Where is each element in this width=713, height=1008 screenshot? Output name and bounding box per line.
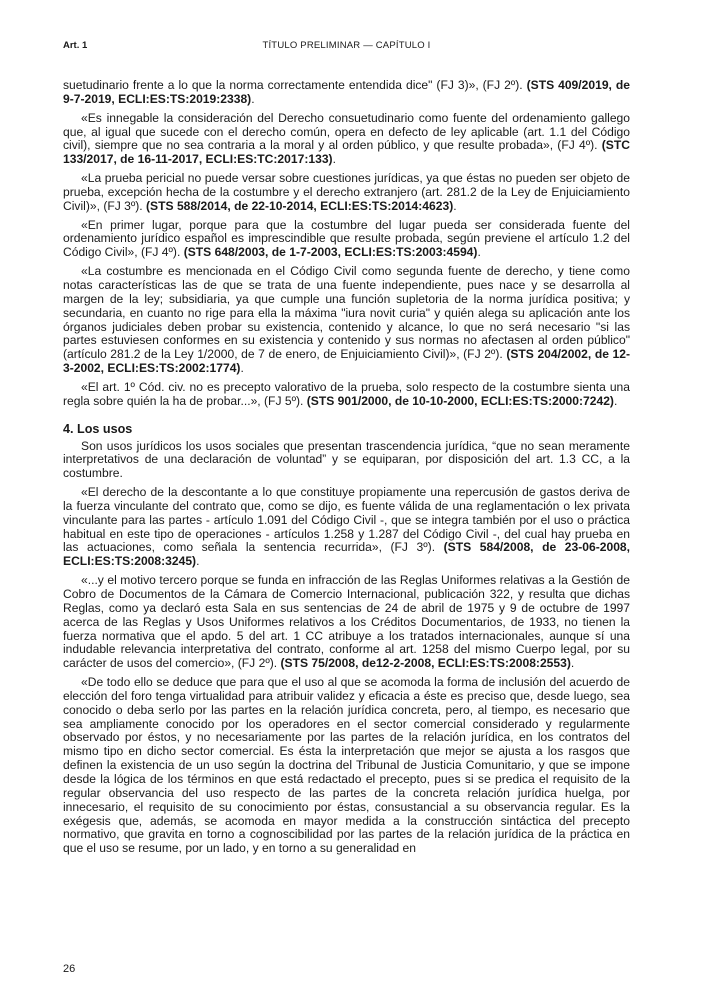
section-heading: 4. Los usos (63, 421, 133, 436)
citation: (STS 204/2002, de 12-3-2002, ECLI:ES:TS:2002:1774) (63, 347, 630, 376)
paragraph: «El art. 1º Cód. civ. no es precepto valorativo de la prueba, solo respecto de la costumbre sienta una regla sobre quién la ha de probar...», (FJ 5º). (STS 901/2000, de 10-10-2000, ECLI:ES:TS:2000:7242). (63, 379, 630, 408)
paragraph: «De todo ello se deduce que para que el uso al que se acomoda la forma de inclusión del acuerdo de elección del foro tenga virtualidad para atribuir validez y eficacia a éste es preciso que, desde luego, sea conocido o deba serlo por las partes en la relación jurídica concreta, pero, al tiempo, es necesario que sea ampliamente conocido por los operadores en el sector comercial considerado y regularmente observado por éstos, y no necesariamente por las partes de la relación jurídica, en los contratos del mismo tipo en dicho sector comercial. Es ésta la interpretación que mejor se ajusta a los rasgos que definen la existencia de un uso según la doctrina del Tribunal de Justicia Comunitario, y que se impone desde la lógica de los términos en que está redactado el precepto, pues si se predica el requisito de la regular observancia del uso respecto de las partes de la concreta relación jurídica huelga, por innecesario, el requisito de su conocimiento por éstas, consustancial a su observancia regular. Es la exégesis que, además, se acomoda en mayor medida a la construcción sintáctica del precepto normativo, que gravita en torno a cognoscibilidad por las partes de la relación jurídica de la práctica en que el uso se resume, por un lado, y en torno a su generalidad en (63, 675, 630, 856)
paragraph: «En primer lugar, porque para que la costumbre del lugar pueda ser considerada fuente del ordenamiento jurídico español es imprescindible que resulte probada, según previene el artículo 1.2 del Código Civil», (FJ 4º). (STS 648/2003, de 1-7-2003, ECLI:ES:TS:2003:4594). (63, 217, 630, 260)
paragraph: «La costumbre es mencionada en el Código Civil como segunda fuente de derecho, y tiene como notas características las de que se trata de una fuente independiente, pues nace y se desarrolla al margen de la ley; subsidiaria, ya que cumple una función supletoria de la norma jurídica positiva; y secundaria, en cuanto no rige para ella la máxima "iura novit curia" y quién alega su aplicación ante los órganos judiciales deben probar su existencia, contenido y alcance, lo que no será necesario "si las partes estuviesen conformes en su existencia y contenido y sus normas no afectasen al orden público" (artículo 281.2 de la Ley 1/2000, de 7 de enero, de Enjuiciamiento Civil)», (FJ 2º). (STS 204/2002, de 12-3-2002, ECLI:ES:TS:2002:1774). (63, 264, 630, 376)
citation: (STS 409/2019, de 9-7-2019, ECLI:ES:TS:2019:2338) (63, 78, 630, 106)
paragraph: suetudinario frente a lo que la norma correctamente entendida dice" (FJ 3)», (FJ 2º). (STS 409/2019, de 9-7-2019, ECLI:ES:TS:2019:2338). (63, 78, 630, 106)
paragraph: Son usos jurídicos los usos sociales que presentan trascendencia jurídica, “que no sean meramente interpretativos de una declaración de voluntad” y se equiparan, por disposición del art. 1.3 CC, a la costumbre. (63, 438, 630, 481)
running-header (63, 40, 630, 54)
citation: (STS 75/2008, de12-2-2008, ECLI:ES:TS:2008:2553) (280, 656, 571, 671)
page-body (63, 79, 630, 856)
paragraph: «La prueba pericial no puede versar sobre cuestiones jurídicas, ya que éstas no pueden ser objeto de prueba, excepción hecha de la costumbre y el derecho extranjero (art. 281.2 de la Ley de Enjuiciamiento Civil)», (FJ 3º). (STS 588/2014, de 22-10-2014, ECLI:ES:TS:2014:4623). (63, 171, 630, 213)
running-title: TÍTULO PRELIMINAR — CAPÍTULO I (262, 40, 431, 51)
paragraph: «Es innegable la consideración del Derecho consuetudinario como fuente del ordenamiento gallego que, al igual que sucede con el derecho común, opera en defecto de ley aplicable (art. 1.1 del Código civil), siempre que no sea contraria a la moral y al orden público, y que resulte probada», (FJ 4º). (STC 133/2017, de 16-11-2017, ECLI:ES:TC:2017:133). (63, 110, 630, 167)
paragraph: «El derecho de la descontante a lo que constituye propiamente una repercusión de gastos deriva de la fuerza vinculante del contrato que, como se dijo, es fuente válida de una reglamentación o lex privata vinculante para las partes - artículo 1.091 del Código Civil -, que se integra también por el uso o práctica habitual en este tipo de operaciones - artículos 1.258 y 1.287 del Código Civil -, del cual hay prueba en las actuaciones, como señala la sentencia recurrida», (FJ 3º). (STS 584/2008, de 23-06-2008, ECLI:ES:TS:2008:3245). (63, 485, 630, 569)
citation: (STC 133/2017, de 16-11-2017, ECLI:ES:TC:2017:133) (63, 138, 630, 167)
article-reference: Art. 1 (63, 40, 88, 51)
citation: (STS 901/2000, de 10-10-2000, ECLI:ES:TS:2000:7242) (306, 393, 614, 408)
citation: (STS 588/2014, de 22-10-2014, ECLI:ES:TS:2014:4623) (146, 198, 454, 213)
paragraph: «...y el motivo tercero porque se funda en infracción de las Reglas Uniformes relativas a la Gestión de Cobro de Documentos de la Cámara de Comercio Internacional, publicación 322, y resulta que dichas Reglas, como ya declaró esta Sala en sus sentencias de 24 de abril de 1975 y 9 de octubre de 1997 acerca de las Reglas y Usos Uniformes relativos a los Créditos Documentarios, de 1933, no tienen la fuerza normativa que el apdo. 5 del art. 1 CC atribuye a los tratados internacionales, aunque sí una indudable relevancia interpretativa del contrato, conforme al art. 1258 del mismo Cuerpo legal, por su carácter de usos del comercio», (FJ 2º). (STS 75/2008, de12-2-2008, ECLI:ES:TS:2008:2553). (63, 573, 630, 671)
citation: (STS 584/2008, de 23-06-2008, ECLI:ES:TS:2008:3245) (63, 540, 630, 569)
citation: (STS 648/2003, de 1-7-2003, ECLI:ES:TS:2003:4594) (183, 245, 478, 260)
page-number: 26 (63, 963, 76, 975)
